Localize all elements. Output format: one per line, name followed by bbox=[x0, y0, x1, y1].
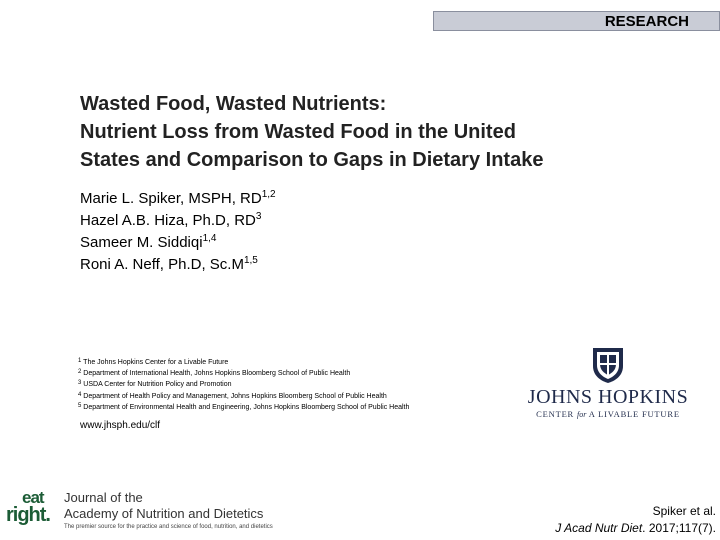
eatright-eat: eat bbox=[22, 488, 44, 507]
citation bbox=[555, 503, 716, 537]
affiliation-text: USDA Center for Nutrition Policy and Promotion bbox=[83, 381, 232, 389]
jhu-sub-suffix: A LIVABLE FUTURE bbox=[588, 409, 680, 419]
jhu-subtitle bbox=[518, 409, 698, 419]
jhu-shield-icon bbox=[591, 346, 625, 384]
title-line: States and Comparison to Gaps in Dietary Intake bbox=[80, 149, 544, 171]
citation-volume: . 2017;117(7). bbox=[642, 521, 716, 535]
affiliation-number: 5 bbox=[78, 402, 82, 409]
jhu-sub-for: for bbox=[576, 410, 587, 419]
affiliation-number: 4 bbox=[78, 391, 82, 398]
author-affiliation-ref: 1,5 bbox=[243, 255, 258, 266]
author-list bbox=[80, 188, 276, 276]
website-link[interactable]: www.jhsph.edu/clf bbox=[80, 420, 161, 431]
affiliation-number: 1 bbox=[78, 358, 82, 364]
author-affiliation-ref: 1,2 bbox=[261, 189, 276, 200]
title-line: Nutrient Loss from Wasted Food in the United bbox=[80, 121, 516, 143]
affiliation bbox=[78, 357, 409, 368]
affiliation-number: 3 bbox=[78, 380, 82, 387]
affiliation-text: Department of Environmental Health and Engineering, Johns Hopkins Bloomberg School of Public Health bbox=[83, 403, 410, 411]
affiliation-list bbox=[78, 357, 409, 413]
journal-logo bbox=[64, 490, 273, 530]
author bbox=[80, 232, 276, 254]
author-name: Roni A. Neff, Ph.D, Sc.M bbox=[80, 256, 244, 273]
author-name: Hazel A.B. Hiza, Ph.D, RD bbox=[80, 212, 256, 229]
affiliation bbox=[78, 368, 409, 379]
jhu-logo bbox=[518, 346, 698, 419]
eatright-right: right. bbox=[6, 504, 50, 526]
author-name: Marie L. Spiker, MSPH, RD bbox=[80, 190, 262, 207]
jhu-sub-prefix: CENTER bbox=[536, 409, 575, 419]
title-line: Wasted Food, Wasted Nutrients: bbox=[80, 93, 387, 115]
author bbox=[80, 210, 276, 232]
journal-tagline: The premier source for the practice and science of food, nutrition, and dietetics bbox=[64, 524, 273, 530]
author-affiliation-ref: 3 bbox=[255, 211, 262, 222]
citation-source bbox=[555, 520, 716, 537]
affiliation-text: Department of Health Policy and Management, Johns Hopkins Bloomberg School of Public Health bbox=[83, 392, 387, 400]
journal-name-line2: Academy of Nutrition and Dietetics bbox=[64, 506, 264, 521]
author bbox=[80, 188, 276, 210]
banner-label: RESEARCH bbox=[604, 13, 689, 30]
author bbox=[80, 254, 276, 276]
author-affiliation-ref: 1,4 bbox=[202, 233, 217, 244]
journal-name-line1: Journal of the bbox=[64, 490, 143, 505]
eatright-logo bbox=[4, 490, 56, 530]
affiliation bbox=[78, 391, 409, 402]
affiliation-text: The Johns Hopkins Center for a Livable Future bbox=[83, 359, 229, 366]
citation-journal: J Acad Nutr Diet bbox=[555, 521, 643, 535]
research-banner bbox=[433, 11, 720, 31]
affiliation-number: 2 bbox=[78, 369, 82, 376]
affiliation-text: Department of International Health, Johns Hopkins Bloomberg School of Public Health bbox=[83, 370, 351, 378]
affiliation bbox=[78, 379, 409, 390]
author-name: Sameer M. Siddiqi bbox=[80, 234, 203, 251]
affiliation bbox=[78, 402, 409, 413]
page-title bbox=[80, 90, 680, 174]
jhu-name: JOHNS HOPKINS bbox=[527, 386, 689, 408]
citation-authors: Spiker et al. bbox=[652, 504, 716, 518]
